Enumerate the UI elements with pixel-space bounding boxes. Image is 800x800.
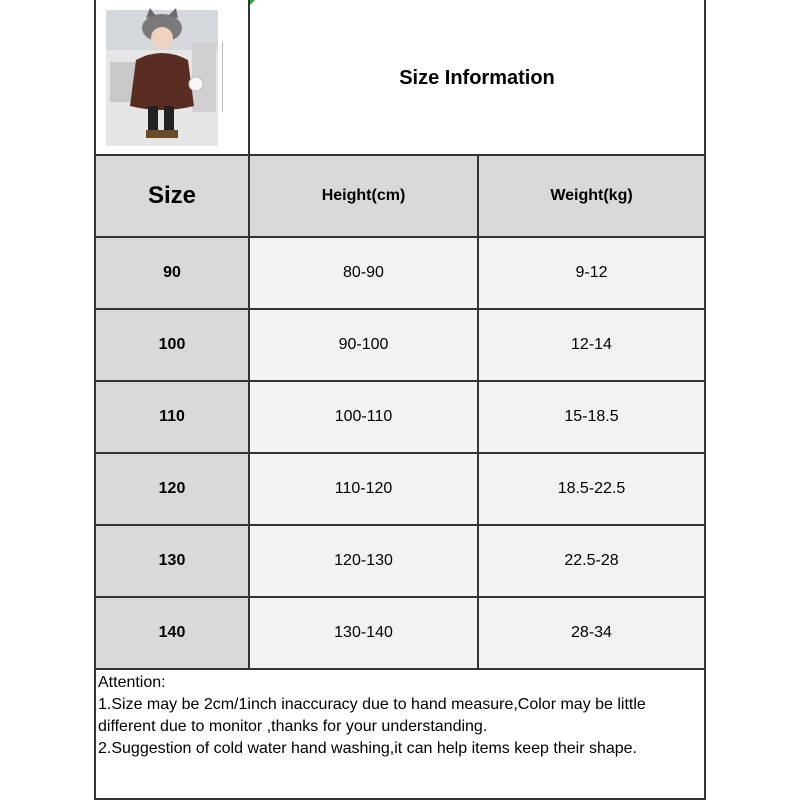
weight-cell: 12-14 <box>479 310 704 380</box>
note-line-2: 2.Suggestion of cold water hand washing,it can help items keep their shape. <box>98 740 637 757</box>
height-cell: 80-90 <box>250 238 477 308</box>
size-cell: 90 <box>96 238 248 308</box>
height-cell: 100-110 <box>250 382 477 452</box>
divider <box>94 668 706 670</box>
size-cell: 110 <box>96 382 248 452</box>
note-line-1: 1.Size may be 2cm/1inch inaccuracy due to hand measure,Color may be little different due to monitor ,thanks for your understanding. <box>98 696 646 735</box>
height-cell: 110-120 <box>250 454 477 524</box>
weight-cell: 15-18.5 <box>479 382 704 452</box>
size-cell: 120 <box>96 454 248 524</box>
page-title: Size Information <box>399 66 555 89</box>
size-cell: 140 <box>96 598 248 668</box>
weight-cell: 22.5-28 <box>479 526 704 596</box>
height-cell: 120-130 <box>250 526 477 596</box>
product-photo <box>96 2 248 154</box>
weight-cell: 18.5-22.5 <box>479 454 704 524</box>
notes-heading: Attention: <box>98 674 166 691</box>
child-photo-icon <box>96 2 248 154</box>
height-cell: 130-140 <box>250 598 477 668</box>
weight-header: Weight(kg) <box>479 156 704 236</box>
size-cell: 130 <box>96 526 248 596</box>
size-cell: 100 <box>96 310 248 380</box>
weight-cell: 9-12 <box>479 238 704 308</box>
weight-cell: 28-34 <box>479 598 704 668</box>
size-header: Size <box>96 156 248 236</box>
height-header: Height(cm) <box>250 156 477 236</box>
attention-notes <box>96 671 704 798</box>
height-cell: 90-100 <box>250 310 477 380</box>
